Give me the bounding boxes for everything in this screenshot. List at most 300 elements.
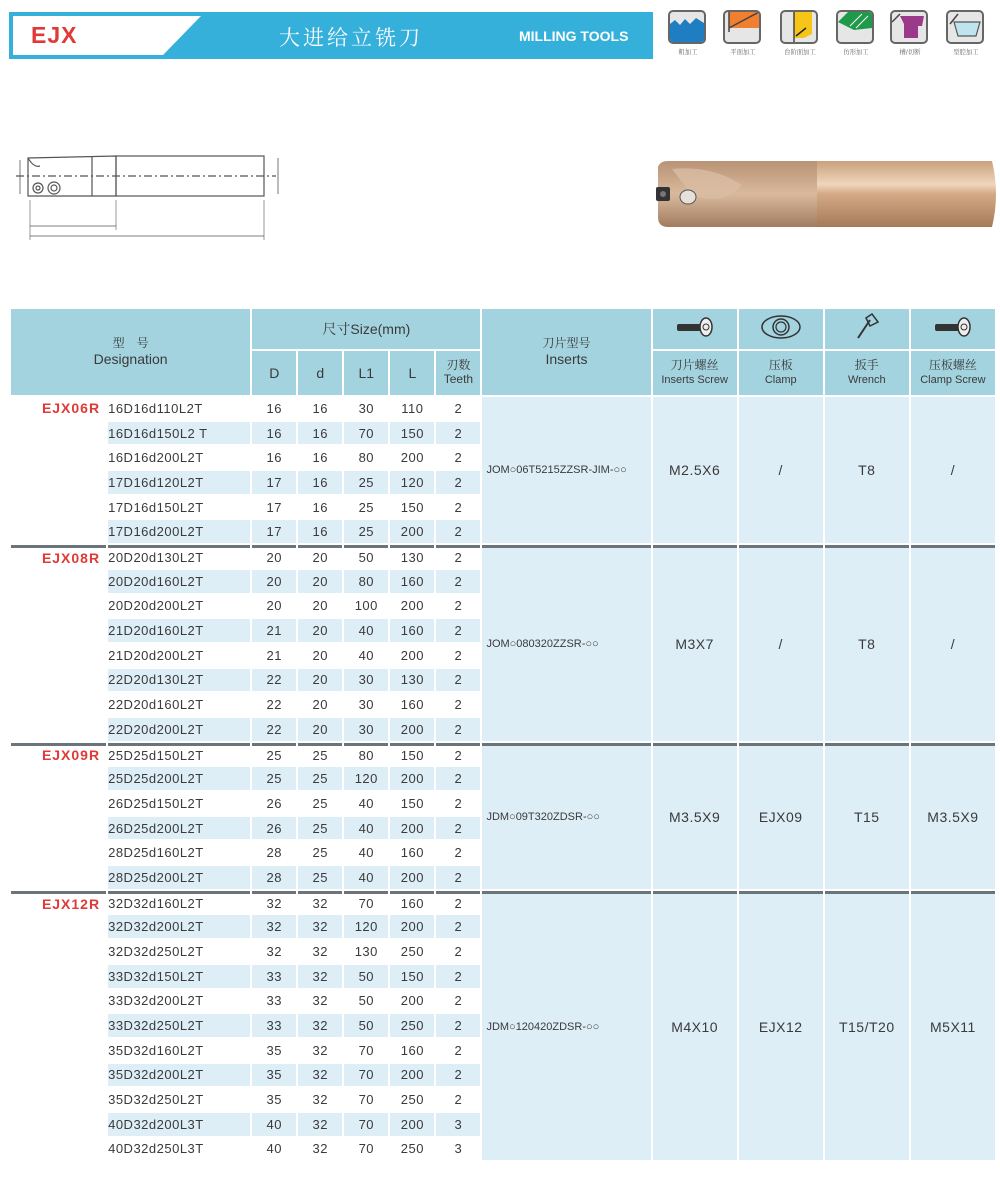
wrench-header (825, 351, 909, 395)
L1-cell: 30 (358, 400, 375, 416)
end-mill-drawing-icon (6, 150, 296, 245)
teeth-cell: 2 (436, 718, 480, 741)
col-teeth-header (436, 351, 480, 395)
teeth-cell: 2 (454, 499, 463, 515)
clamp-header-cn: 压板 (768, 358, 793, 373)
D-cell: 26 (252, 817, 296, 840)
series-cell-empty (11, 915, 106, 938)
teeth-cell: 2 (436, 1064, 480, 1087)
L-cell: 160 (400, 697, 424, 713)
D-cell: 20 (252, 545, 296, 568)
model-cell: 20D20d200L2T (108, 598, 204, 614)
model-cell: 25D25d200L2T (108, 767, 250, 790)
D-cell: 28 (266, 845, 282, 861)
model-cell: 32D32d250L2T (108, 943, 204, 959)
process-item (890, 10, 930, 57)
d-cell: 25 (312, 845, 329, 861)
D-cell: 26 (266, 795, 282, 811)
wrench-cell: T8 (825, 397, 909, 543)
process-label: 平面加工 (730, 48, 756, 56)
d-cell: 16 (298, 422, 342, 445)
face-machining-icon (723, 10, 761, 44)
wrench-icon (825, 309, 909, 349)
model-cell: 22D20d200L2T (108, 718, 250, 741)
L1-cell: 25 (344, 471, 388, 494)
L-cell: 200 (390, 817, 434, 840)
insert-screw-cell: M2.5X6 (653, 397, 737, 543)
series-cell-empty (11, 669, 106, 692)
teeth-cell: 2 (436, 915, 480, 938)
L-cell: 250 (400, 943, 424, 959)
teeth-header-cn: 刃数 (446, 358, 471, 373)
d-cell: 25 (312, 795, 329, 811)
series-cell-empty (11, 496, 106, 519)
model-cell: 17D16d150L2T (108, 499, 204, 515)
d-cell: 16 (312, 400, 329, 416)
teeth-cell: 2 (454, 647, 463, 663)
D-cell: 35 (266, 1092, 282, 1108)
d-cell: 25 (298, 767, 342, 790)
clamp-icon (739, 309, 823, 349)
series-cell-empty (11, 866, 106, 889)
L-cell: 200 (400, 598, 424, 614)
table-row (11, 397, 995, 420)
D-cell: 32 (266, 943, 282, 959)
clamp-header-en: Clamp (764, 374, 797, 386)
insert-model-cell: JDM○09T320ZDSR-○○ (482, 743, 650, 889)
L-cell: 200 (400, 993, 424, 1009)
product-photo (652, 157, 1000, 237)
clamp-cell: / (739, 397, 823, 543)
L1-cell: 70 (344, 422, 388, 445)
col-L1-header: L1 (344, 351, 388, 395)
wrench-cell: T8 (825, 545, 909, 741)
d-cell: 20 (298, 619, 342, 642)
clamp-cell: EJX12 (739, 891, 823, 1161)
insert-screw-cell: M3.5X9 (653, 743, 737, 889)
d-cell: 25 (298, 743, 342, 766)
clamp-screw-cell: / (911, 397, 995, 543)
clamp-screw-cell: M3.5X9 (911, 743, 995, 889)
L-cell: 150 (400, 795, 424, 811)
L1-cell: 40 (344, 866, 388, 889)
series-cell-empty (11, 940, 106, 963)
process-label: 型腔加工 (953, 48, 979, 56)
model-cell: 35D32d200L2T (108, 1064, 250, 1087)
slot-cutoff-icon (890, 10, 928, 44)
L-cell: 250 (390, 1014, 434, 1037)
d-cell: 32 (298, 915, 342, 938)
d-cell: 20 (312, 697, 329, 713)
series-cell-empty (11, 1113, 106, 1136)
code-box-slant (163, 16, 201, 55)
series-cell-empty (11, 1088, 106, 1111)
process-item (946, 10, 986, 57)
d-cell: 20 (298, 669, 342, 692)
D-cell: 33 (252, 1014, 296, 1037)
step-face-machining-icon (780, 10, 818, 44)
model-cell: 26D25d150L2T (108, 795, 204, 811)
L-cell: 200 (390, 915, 434, 938)
teeth-cell: 2 (454, 598, 463, 614)
series-cell-empty (11, 817, 106, 840)
series-label: EJX09R (11, 743, 106, 766)
size-header: 尺寸Size(mm) (252, 309, 480, 349)
L1-cell: 70 (358, 1092, 375, 1108)
d-cell: 25 (298, 817, 342, 840)
model-cell: 26D25d200L2T (108, 817, 250, 840)
teeth-cell: 2 (436, 471, 480, 494)
series-cell-empty (11, 422, 106, 445)
d-cell: 20 (298, 570, 342, 593)
L-cell: 250 (400, 1141, 424, 1157)
d-cell: 32 (312, 943, 329, 959)
L-cell: 150 (390, 422, 434, 445)
teeth-cell: 2 (436, 422, 480, 445)
D-cell: 16 (266, 400, 282, 416)
L1-cell: 70 (344, 891, 388, 914)
wrench-cell: T15 (825, 743, 909, 889)
L-cell: 130 (390, 669, 434, 692)
d-cell: 20 (298, 545, 342, 568)
L-cell: 120 (390, 471, 434, 494)
teeth-cell: 2 (436, 669, 480, 692)
clamp-screw-header (911, 351, 995, 395)
L1-cell: 80 (358, 450, 375, 466)
teeth-cell: 2 (436, 1014, 480, 1037)
end-mill-photo-icon (652, 157, 1000, 237)
teeth-cell: 2 (454, 795, 463, 811)
spec-table-wrapper (9, 307, 997, 1162)
D-cell: 21 (252, 619, 296, 642)
insert-model-cell: JOM○06T5215ZZSR-JIM-○○ (482, 397, 650, 543)
d-cell: 32 (312, 1141, 329, 1157)
D-cell: 32 (252, 915, 296, 938)
col-L-header: L (390, 351, 434, 395)
process-label: 槽/切断 (899, 48, 921, 56)
L1-cell: 120 (344, 915, 388, 938)
d-cell: 20 (298, 718, 342, 741)
L-cell: 160 (400, 845, 424, 861)
model-cell: 22D20d160L2T (108, 697, 204, 713)
D-cell: 21 (266, 647, 282, 663)
designation-header (11, 309, 250, 395)
d-cell: 32 (312, 993, 329, 1009)
teeth-header-en: Teeth (443, 372, 474, 386)
model-cell: 20D20d130L2T (108, 545, 250, 568)
L-cell: 200 (390, 767, 434, 790)
D-cell: 35 (266, 1042, 282, 1058)
series-cell-empty (11, 1064, 106, 1087)
D-cell: 16 (266, 450, 282, 466)
series-cell-empty (11, 767, 106, 790)
profile-machining-icon (836, 10, 874, 44)
L-cell: 160 (390, 570, 434, 593)
L-cell: 150 (390, 965, 434, 988)
model-cell: 35D32d160L2T (108, 1042, 204, 1058)
model-cell: 33D32d200L2T (108, 993, 204, 1009)
insert-model-cell: JOM○080320ZZSR-○○ (482, 545, 650, 741)
D-cell: 40 (252, 1113, 296, 1136)
insert-screw-header (653, 351, 737, 395)
process-label: 粗加工 (678, 48, 698, 56)
col-d-header: d (298, 351, 342, 395)
header-banner (9, 12, 653, 59)
L1-cell: 80 (344, 570, 388, 593)
d-cell: 32 (298, 1014, 342, 1037)
designation-header-cn: 型 号 (112, 336, 149, 351)
L1-cell: 80 (344, 743, 388, 766)
col-D-header: D (252, 351, 296, 395)
teeth-cell: 2 (436, 866, 480, 889)
L1-cell: 50 (344, 965, 388, 988)
L1-cell: 70 (344, 1113, 388, 1136)
model-cell: 35D32d250L2T (108, 1092, 204, 1108)
insert-screw-cell: M3X7 (653, 545, 737, 741)
d-cell: 16 (312, 499, 329, 515)
L1-cell: 120 (344, 767, 388, 790)
process-label: 台阶面加工 (784, 48, 816, 56)
inserts-header (482, 309, 650, 395)
teeth-cell: 2 (436, 520, 480, 543)
model-cell: 40D32d250L3T (108, 1141, 204, 1157)
spec-table (9, 307, 997, 1162)
series-cell-empty (11, 990, 106, 1013)
series-cell-empty (11, 1014, 106, 1037)
series-cell-empty (11, 1039, 106, 1062)
d-cell: 16 (298, 520, 342, 543)
clamp-screw-header-cn: 压板螺丝 (928, 358, 977, 373)
L-cell: 160 (400, 1042, 424, 1058)
model-cell: 21D20d160L2T (108, 619, 250, 642)
designation-header-en: Designation (93, 350, 168, 367)
L1-cell: 50 (344, 545, 388, 568)
L-cell: 200 (390, 718, 434, 741)
model-cell: 40D32d200L3T (108, 1113, 250, 1136)
teeth-cell: 2 (436, 767, 480, 790)
model-cell: 32D32d200L2T (108, 915, 250, 938)
teeth-cell: 2 (454, 845, 463, 861)
model-cell: 22D20d130L2T (108, 669, 250, 692)
L1-cell: 30 (344, 718, 388, 741)
model-cell: 32D32d160L2T (108, 891, 250, 914)
d-cell: 25 (298, 866, 342, 889)
clamp-cell: EJX09 (739, 743, 823, 889)
table-row (11, 743, 995, 766)
D-cell: 20 (266, 598, 282, 614)
wrench-cell: T15/T20 (825, 891, 909, 1161)
L1-cell: 40 (358, 795, 375, 811)
D-cell: 25 (252, 767, 296, 790)
L-cell: 200 (390, 1064, 434, 1087)
clamp-header (739, 351, 823, 395)
L1-cell: 40 (358, 845, 375, 861)
series-cell-empty (11, 841, 106, 864)
L1-cell: 50 (358, 993, 375, 1009)
clamp-screw-header-en: Clamp Screw (920, 374, 986, 386)
d-cell: 32 (312, 1042, 329, 1058)
series-cell-empty (11, 644, 106, 667)
d-cell: 32 (298, 965, 342, 988)
series-cell-empty (11, 619, 106, 642)
D-cell: 17 (266, 499, 282, 515)
L-cell: 200 (390, 1113, 434, 1136)
L1-cell: 70 (344, 1064, 388, 1087)
d-cell: 16 (298, 471, 342, 494)
D-cell: 28 (252, 866, 296, 889)
inserts-header-en: Inserts (545, 350, 588, 367)
teeth-cell: 2 (454, 993, 463, 1009)
process-item (780, 10, 820, 57)
series-cell-empty (11, 520, 106, 543)
series-cell-empty (11, 792, 106, 815)
D-cell: 40 (266, 1141, 282, 1157)
D-cell: 25 (252, 743, 296, 766)
teeth-cell: 2 (436, 545, 480, 568)
d-cell: 32 (312, 1092, 329, 1108)
L1-cell: 30 (344, 669, 388, 692)
model-cell: 28D25d200L2T (108, 866, 250, 889)
series-cell-empty (11, 595, 106, 618)
insert-screw-header-en: Inserts Screw (661, 374, 728, 386)
L1-cell: 40 (358, 647, 375, 663)
teeth-cell: 2 (436, 743, 480, 766)
L1-cell: 70 (358, 1042, 375, 1058)
L-cell: 200 (390, 520, 434, 543)
series-cell-empty (11, 965, 106, 988)
D-cell: 33 (252, 965, 296, 988)
model-cell: 25D25d150L2T (108, 743, 250, 766)
L1-cell: 130 (354, 943, 378, 959)
teeth-cell: 2 (454, 697, 463, 713)
L-cell: 200 (400, 450, 424, 466)
teeth-cell: 2 (454, 450, 463, 466)
model-cell: 17D16d120L2T (108, 471, 250, 494)
clamp-screw-cell: / (911, 545, 995, 741)
teeth-cell: 2 (436, 891, 480, 914)
process-item (836, 10, 876, 57)
D-cell: 33 (266, 993, 282, 1009)
table-row (11, 891, 995, 914)
technical-drawing (6, 150, 296, 245)
D-cell: 17 (252, 520, 296, 543)
teeth-cell: 2 (436, 619, 480, 642)
L1-cell: 40 (344, 817, 388, 840)
L1-cell: 40 (344, 619, 388, 642)
spec-table-body (11, 397, 995, 1160)
process-label: 仿形加工 (843, 48, 869, 56)
D-cell: 22 (252, 669, 296, 692)
product-code: EJX (31, 22, 78, 48)
insert-screw-cell: M4X10 (653, 891, 737, 1161)
series-cell-empty (11, 471, 106, 494)
D-cell: 20 (252, 570, 296, 593)
d-cell: 20 (312, 598, 329, 614)
L-cell: 150 (400, 499, 424, 515)
teeth-cell: 2 (454, 400, 463, 416)
model-cell: 21D20d200L2T (108, 647, 204, 663)
d-cell: 20 (312, 647, 329, 663)
rough-machining-icon (668, 10, 706, 44)
D-cell: 22 (252, 718, 296, 741)
clamp-screw-icon (911, 309, 995, 349)
model-cell: 20D20d160L2T (108, 570, 250, 593)
D-cell: 32 (252, 891, 296, 914)
d-cell: 32 (298, 1064, 342, 1087)
D-cell: 17 (252, 471, 296, 494)
L-cell: 200 (400, 647, 424, 663)
teeth-cell: 2 (436, 965, 480, 988)
teeth-cell: 2 (454, 943, 463, 959)
clamp-screw-cell: M5X11 (911, 891, 995, 1161)
L-cell: 150 (390, 743, 434, 766)
D-cell: 16 (252, 422, 296, 445)
teeth-cell: 3 (454, 1141, 463, 1157)
insert-screw-header-cn: 刀片螺丝 (670, 358, 719, 373)
teeth-cell: 2 (436, 570, 480, 593)
model-cell: 16D16d150L2 T (108, 422, 250, 445)
wrench-header-cn: 扳手 (854, 358, 879, 373)
product-title-en: MILLING TOOLS (519, 28, 629, 44)
D-cell: 22 (266, 697, 282, 713)
cavity-machining-icon (946, 10, 984, 44)
L1-cell: 25 (344, 520, 388, 543)
d-cell: 32 (298, 1113, 342, 1136)
d-cell: 16 (312, 450, 329, 466)
series-cell-empty (11, 570, 106, 593)
D-cell: 35 (252, 1064, 296, 1087)
L-cell: 110 (401, 400, 424, 416)
insert-screw-icon (653, 309, 737, 349)
table-row (11, 545, 995, 568)
teeth-cell: 2 (454, 1092, 463, 1108)
L1-cell: 25 (358, 499, 375, 515)
series-cell-empty (11, 1138, 106, 1161)
process-item (668, 10, 708, 57)
L1-cell: 100 (354, 598, 378, 614)
clamp-cell: / (739, 545, 823, 741)
product-title-cn: 大进给立铣刀 (279, 26, 423, 50)
insert-model-cell: JDM○120420ZDSR-○○ (482, 891, 650, 1161)
series-label: EJX12R (11, 891, 106, 914)
wrench-header-en: Wrench (847, 374, 886, 386)
L-cell: 160 (390, 619, 434, 642)
process-icons (668, 10, 1000, 62)
teeth-cell: 3 (436, 1113, 480, 1136)
process-item (723, 10, 763, 57)
L-cell: 200 (390, 866, 434, 889)
series-cell-empty (11, 446, 106, 469)
model-cell: 33D32d250L2T (108, 1014, 250, 1037)
series-label: EJX08R (11, 545, 106, 568)
teeth-cell: 2 (436, 817, 480, 840)
series-label: EJX06R (41, 400, 101, 417)
model-cell: 17D16d200L2T (108, 520, 250, 543)
series-cell-empty (11, 718, 106, 741)
L1-cell: 50 (344, 1014, 388, 1037)
model-cell: 16D16d110L2T (108, 400, 203, 416)
teeth-cell: 2 (454, 1042, 463, 1058)
model-cell: 16D16d200L2T (108, 450, 204, 466)
series-cell-empty (11, 693, 106, 716)
L1-cell: 70 (358, 1141, 375, 1157)
L-cell: 130 (390, 545, 434, 568)
L1-cell: 30 (358, 697, 375, 713)
L-cell: 250 (400, 1092, 424, 1108)
L-cell: 160 (390, 891, 434, 914)
d-cell: 32 (298, 891, 342, 914)
model-cell: 28D25d160L2T (108, 845, 204, 861)
